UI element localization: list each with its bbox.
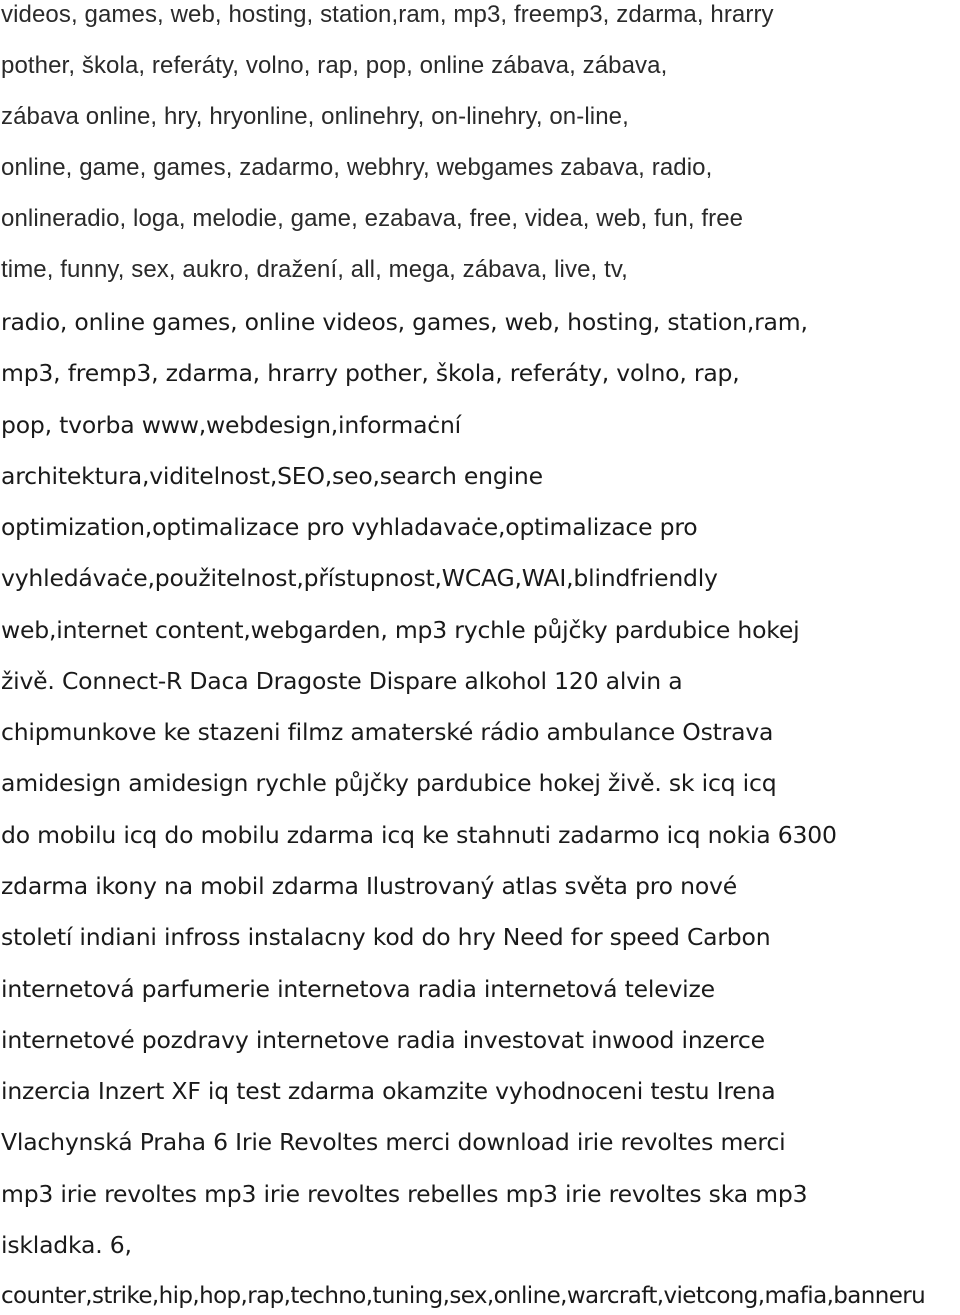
text-line: zdarma ikony na mobil zdarma Ilustrovaný atlas světa pro nové: [1, 872, 737, 900]
text-line: onlineradio, loga, melodie, game, ezabava, free, videa, web, fun, free: [1, 205, 744, 232]
text-line: do mobilu icq do mobilu zdarma icq ke stahnuti zadarmo icq nokia 6300: [1, 821, 837, 849]
text-line: chipmunkove ke stazeni filmz amaterské rádio ambulance Ostrava: [1, 718, 774, 746]
text-line: counter,strike,hip,hop,rap,techno,tuning,sex,online,warcraft,vietcong,mafia,banneru: [1, 1283, 926, 1309]
text-line: time, funny, sex, aukro, dražení, all, mega, zábava, live, tv,: [1, 256, 628, 283]
text-line: pop, tvorba www,webdesign,informaċní: [1, 411, 462, 439]
text-line: století indiani infross instalacny kod do hry Need for speed Carbon: [1, 923, 771, 951]
text-line: vyhledávaċe,použitelnost,přístupnost,WCAG,WAI,blindfriendly: [1, 564, 718, 592]
text-line: architektura,viditelnost,SEO,seo,search engine: [1, 462, 543, 490]
text-line: optimization,optimalizace pro vyhladavaċe,optimalizace pro: [1, 513, 698, 541]
text-line: Vlachynská Praha 6 Irie Revoltes merci download irie revoltes merci: [1, 1128, 786, 1156]
text-line: web,internet content,webgarden, mp3 rychle půjčky pardubice hokej: [1, 616, 800, 644]
text-line: internetová parfumerie internetova radia internetová televize: [1, 975, 715, 1003]
text-line: iskladka. 6,: [1, 1231, 132, 1259]
text-line: zábava online, hry, hryonline, onlinehry, on-linehry, on-line,: [1, 103, 629, 130]
text-line: inzercia Inzert XF iq test zdarma okamzite vyhodnoceni testu Irena: [1, 1077, 776, 1105]
text-line: online, game, games, zadarmo, webhry, webgames zabava, radio,: [1, 154, 713, 181]
text-line: živě. Connect-R Daca Dragoste Dispare alkohol 120 alvin a: [1, 667, 683, 695]
text-line: mp3 irie revoltes mp3 irie revoltes rebelles mp3 irie revoltes ska mp3: [1, 1180, 808, 1208]
text-line: radio, online games, online videos, games, web, hosting, station,ram,: [1, 308, 808, 336]
text-line: videos, games, web, hosting, station,ram, mp3, freemp3, zdarma, hrarry: [1, 1, 774, 28]
text-line: amidesign amidesign rychle půjčky pardubice hokej živě. sk icq icq: [1, 769, 777, 797]
text-line: internetové pozdravy internetove radia investovat inwood inzerce: [1, 1026, 765, 1054]
text-line: mp3, fremp3, zdarma, hrarry pother, škola, referáty, volno, rap,: [1, 359, 740, 387]
text-line: pother, škola, referáty, volno, rap, pop, online zábava, zábava,: [1, 52, 668, 79]
